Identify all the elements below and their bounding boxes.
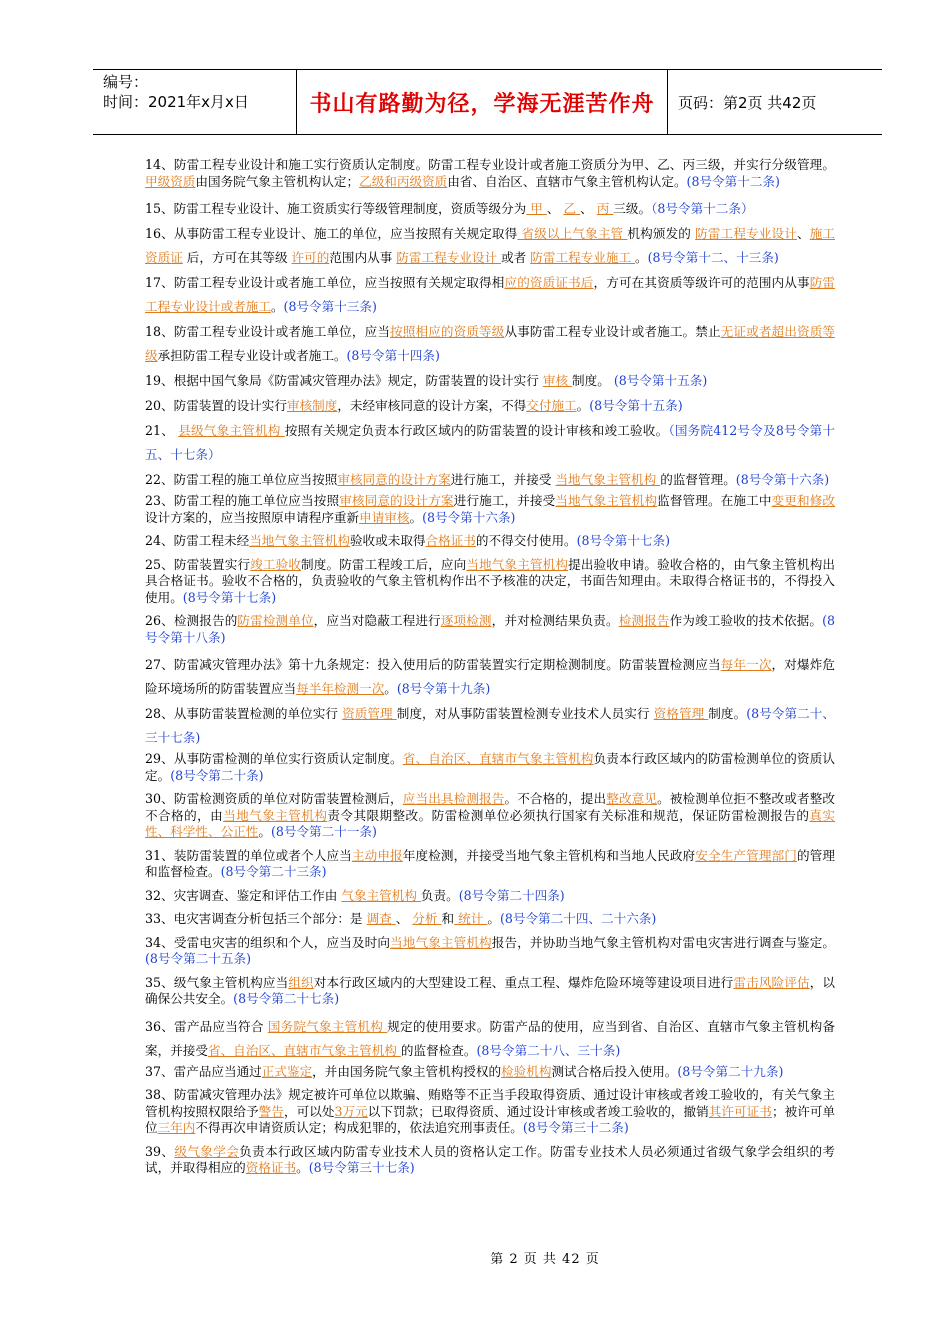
body-text: 31、装防雷装置的单位或者个人应当 xyxy=(145,847,352,863)
body-text: 。 xyxy=(384,681,397,696)
answer-text: 统计 xyxy=(454,911,488,926)
body-text: 负责本行政区域内的防雷检测单位的资质认定。 xyxy=(145,751,836,783)
answer-text: 资格管理 xyxy=(653,706,709,721)
body-text: 。 xyxy=(576,398,590,413)
body-text: 27、防雷减灾管理办法》第十九条规定：投入使用后的防雷装置实行定期检测制度。防雷装置检测应当 xyxy=(145,657,721,672)
list-item xyxy=(145,222,835,270)
body-text: 从事防雷工程专业设计或者施工。禁止 xyxy=(504,324,721,339)
body-text: 后，方可在其等级 xyxy=(182,250,292,265)
body-text: 38、防雷减灾管理办法》规定被许可单位以欺骗、贿赂等不正当手段取得资质、通过设计审核或者竣工验收的，有关气象主管机构按照权限给予 xyxy=(145,1087,835,1119)
body-text: 33、电灾害调查分析包括三个部分：是 xyxy=(145,911,367,926)
answer-text: 级气象学会 xyxy=(174,1143,240,1159)
answer-text: 检测报告 xyxy=(618,613,670,628)
answer-text: 警告 xyxy=(258,1103,284,1119)
answer-text: 当地气象主管机构 xyxy=(223,807,328,823)
citation-text: (8号令第十七条) xyxy=(576,533,671,548)
body-text: 25、防雷装置实行 xyxy=(145,556,251,572)
answer-text: 每半年检测一次 xyxy=(296,681,385,696)
answer-text: 变更和修改 xyxy=(771,493,836,508)
body-text: 18、防雷工程专业设计或者施工单位，应当 xyxy=(145,324,391,339)
answer-text: 应当出具检测报告 xyxy=(402,791,505,806)
body-text: 19、根据中国气象局《防雷减灾管理办法》规定，防雷装置的设计实行 xyxy=(145,373,543,388)
list-item xyxy=(145,702,835,750)
citation-text: (8号令第十七条) xyxy=(182,589,277,605)
list-item xyxy=(145,888,835,905)
body-text: 不得再次申请资质认定；构成犯罪的，依法追究刑事责任。 xyxy=(195,1120,523,1135)
body-text: 或者 xyxy=(501,250,531,265)
body-text: 测试合格后投入使用。 xyxy=(551,1063,678,1079)
answer-text: 检验机构 xyxy=(501,1063,552,1079)
body-text: 35、级气象主管机构应当 xyxy=(145,974,289,990)
body-text: 的不得交付使用。 xyxy=(475,533,577,548)
citation-text: (8号令第十六条) xyxy=(735,472,830,487)
body-text: 制度，对从事防雷装置检测专业技术人员实行 xyxy=(396,706,654,721)
body-text: 26、检测报告的 xyxy=(145,613,238,628)
body-text: 承担防雷工程专业设计或者施工。 xyxy=(157,348,347,363)
body-text: 、 xyxy=(546,201,564,216)
list-item xyxy=(145,533,835,550)
answer-text: 审核 xyxy=(542,373,573,388)
body-text: 22、防雷工程的施工单位应当按照 xyxy=(145,472,338,487)
header-page-label: 页码：第2页 共42页 xyxy=(678,93,817,112)
body-text: 制度。防雷工程竣工后，应向 xyxy=(301,556,467,572)
citation-text: (8号令第十八条) xyxy=(145,613,836,645)
body-text: 进行施工，并接受 xyxy=(453,493,556,508)
answer-text: 雷击风险评估 xyxy=(733,974,810,990)
answer-text: 丙 xyxy=(596,201,614,216)
answer-text: 真实性、科学性、公正性 xyxy=(145,807,836,839)
answer-text: 甲级资质 xyxy=(145,173,196,189)
answer-text: 国务院气象主管机构 xyxy=(267,1018,388,1034)
answer-text: 主动申报 xyxy=(351,847,403,863)
answer-text: 防雷工程专业施工 xyxy=(530,250,636,265)
answer-text: 省、自治区、直辖市气象主管机构 xyxy=(207,1042,401,1058)
body-text: 制度。 xyxy=(708,706,747,721)
body-text: 32、灾害调查、鉴定和评估工作由 xyxy=(145,887,342,903)
answer-text: 资质管理 xyxy=(342,706,397,721)
answer-text: 乙级和丙级资质 xyxy=(359,173,448,189)
citation-text: (8号令第三十二条) xyxy=(522,1120,629,1135)
body-text: ，以确保公共安全。 xyxy=(145,974,836,1006)
body-text: ，应当对隐蔽工程进行 xyxy=(313,613,441,628)
answer-text: 整改意见 xyxy=(606,791,658,806)
list-item xyxy=(145,653,835,701)
citation-text: (8号令第二十三条) xyxy=(220,864,327,879)
answer-text: 资格证书 xyxy=(245,1160,297,1175)
answer-text: 当地气象主管机构 xyxy=(555,493,658,508)
body-text: 17、防雷工程专业设计或者施工单位，应当按照有关规定取得相 xyxy=(145,275,505,290)
answer-text: 当地气象主管机构 xyxy=(466,556,569,572)
body-text: 29、从事防雷检测的单位实行资质认定制度。 xyxy=(145,751,403,766)
answer-text: 调查 xyxy=(366,911,396,926)
answer-text: 合格证书 xyxy=(425,533,476,548)
body-text: 。 xyxy=(270,299,284,314)
list-item xyxy=(145,557,835,607)
list-item xyxy=(145,1015,835,1063)
answer-text: 甲 xyxy=(526,201,547,216)
body-text: 。被检测单位拒不整改或者整改不合格的，由 xyxy=(145,791,836,823)
answer-text: 当地气象主管机构 xyxy=(555,472,661,487)
list-item xyxy=(145,1144,835,1177)
body-text: 设计方案的，应当按照原申请程序重新 xyxy=(145,509,360,525)
body-text: 24、防雷工程未经 xyxy=(145,533,250,548)
citation-text: （国务院412号令及8号令第十五、十七条） xyxy=(145,423,836,462)
citation-text: (8号令第十二条) xyxy=(686,173,780,189)
answer-text: 审核同意的设计方案 xyxy=(337,472,451,487)
body-text: 39、 xyxy=(145,1143,175,1159)
citation-text: （8号令第十二条） xyxy=(651,201,754,216)
list-item xyxy=(145,1087,835,1137)
body-text: 。 xyxy=(296,1160,309,1175)
body-text: 。 xyxy=(487,911,500,926)
body-text: ，方可在其资质等级许可的范围内从事 xyxy=(593,275,810,290)
body-text: 范围内从事 xyxy=(329,250,397,265)
answer-text: 分析 xyxy=(412,911,442,926)
document-body xyxy=(145,157,835,1184)
citation-text: (8号令第二十八、三十条) xyxy=(476,1042,621,1058)
page-header xyxy=(93,69,882,135)
body-text: 36、雷产品应当符合 xyxy=(145,1018,268,1034)
body-text: 验收或未取得 xyxy=(349,533,426,548)
citation-text: (8号令第十二、十三条) xyxy=(647,250,779,265)
citation-text: (8号令第十四条) xyxy=(346,348,440,363)
answer-text: 审核制度 xyxy=(286,398,338,413)
citation-text: (8号令第十六条) xyxy=(422,509,516,525)
answer-text: 3万元 xyxy=(334,1103,368,1119)
answer-text: 正式鉴定 xyxy=(261,1063,313,1079)
citation-text: (8号令第十三条) xyxy=(283,299,377,314)
citation-text: (8号令第二十四条) xyxy=(458,887,565,903)
body-text: ；被许可单位 xyxy=(145,1103,836,1135)
body-text: ，未经审核同意的设计方案，不得 xyxy=(337,398,527,413)
answer-text: 气象主管机构 xyxy=(341,887,421,903)
answer-text: 当地气象主管机构 xyxy=(390,934,492,950)
body-text: 。 xyxy=(635,250,648,265)
body-text: 规定的使用要求。防雷产品的使用，应当到省、自治区、直辖市气象主管机构备案，并接受 xyxy=(145,1018,836,1058)
answer-text: 省级以上气象主管 xyxy=(517,226,628,241)
answer-text: 防雷工程专业设计 xyxy=(396,250,502,265)
body-text: 以下罚款；已取得资质、通过设计审核或者竣工验收的，撤销 xyxy=(367,1103,709,1119)
body-text: ，对爆炸危险环境场所的防雷装置应当 xyxy=(145,657,836,696)
body-text: 监督管理。在施工中 xyxy=(657,493,772,508)
answer-text: 许可的 xyxy=(291,250,330,265)
answer-text: 防雷工程专业设计 xyxy=(695,226,797,241)
citation-text: (8号令第二十一条) xyxy=(270,824,377,839)
answer-text: 逐项检测 xyxy=(440,613,492,628)
body-text: 20、防雷装置的设计实行 xyxy=(145,398,287,413)
body-text: ，并对检测结果负责。 xyxy=(491,613,619,628)
body-text: 15、防雷工程专业设计、施工资质实行等级管理制度，资质等级分为 xyxy=(145,201,527,216)
answer-text: 三年内 xyxy=(157,1120,196,1135)
code-label: 编号： xyxy=(103,73,149,91)
answer-text: 按照相应的资质等级 xyxy=(390,324,505,339)
body-text: 14、防雷工程专业设计和施工实行资质认定制度。防雷工程专业设计或者施工资质分为甲、乙、丙三级，并实行分级管理。 xyxy=(145,157,835,172)
body-text: 负责。 xyxy=(420,887,459,903)
list-item xyxy=(145,369,835,393)
list-item xyxy=(145,157,835,190)
body-text: 16、从事防雷工程专业设计、施工的单位，应当按照有关规定取得 xyxy=(145,226,518,241)
body-text: ，可以处 xyxy=(283,1103,335,1119)
list-item xyxy=(145,935,835,968)
list-item xyxy=(145,613,835,646)
body-text: 的监督检查。 xyxy=(400,1042,477,1058)
body-text: 制度。 xyxy=(572,373,614,388)
list-item xyxy=(145,975,835,1008)
answer-text: 组织 xyxy=(288,974,314,990)
body-text: 、 xyxy=(395,911,413,926)
body-text: 作为竣工验收的技术依据。 xyxy=(669,613,823,628)
body-text: 37、雷产品应当通过 xyxy=(145,1063,262,1079)
citation-text: (8号令第二十七条) xyxy=(233,991,340,1006)
body-text: 的监督管理。 xyxy=(660,472,736,487)
answer-text: 申请审核 xyxy=(359,509,410,525)
body-text: 机构颁发的 xyxy=(627,226,696,241)
body-text: 21、 xyxy=(145,423,179,438)
answer-text: 省、自治区、直辖市气象主管机构 xyxy=(402,751,594,766)
body-text: 30、防雷检测资质的单位对防雷装置检测后， xyxy=(145,791,403,806)
citation-text: (8号令第二十五条) xyxy=(145,951,251,966)
body-text: 、 xyxy=(796,226,810,241)
body-text: 34、受雷电灾害的组织和个人，应当及时向 xyxy=(145,934,391,950)
list-item xyxy=(145,848,835,881)
body-text: 28、从事防雷装置检测的单位实行 xyxy=(145,706,343,721)
answer-text: 竣工验收 xyxy=(250,556,302,572)
answer-text: 当地气象主管机构 xyxy=(249,533,350,548)
list-item xyxy=(145,468,835,492)
answer-text: 乙 xyxy=(563,201,581,216)
body-text: ，并由国务院气象主管机构授权的 xyxy=(312,1063,502,1079)
citation-text: (8号令第十九条) xyxy=(396,681,491,696)
body-text: 年度检测，并接受当地气象主管机构和当地人民政府 xyxy=(402,847,696,863)
answer-text: 每年一次 xyxy=(720,657,772,672)
list-item xyxy=(145,271,835,319)
list-item xyxy=(145,394,835,418)
answer-text: 县级气象主管机构 xyxy=(178,423,285,438)
citation-text: (8号令第二十九条) xyxy=(677,1063,784,1079)
time-label: 时间：2021年x月x日 xyxy=(103,93,249,111)
answer-text: 交付施工 xyxy=(526,398,577,413)
body-text: 。不合格的，提出 xyxy=(504,791,607,806)
header-meta xyxy=(93,70,296,134)
list-item xyxy=(145,320,835,368)
body-text: 对本行政区域内的大型建设工程、重点工程、爆炸危险环境等建设项目进行 xyxy=(313,974,734,990)
body-text: 责令其限期整改。防雷检测单位必须执行国家有关标准和规范，保证防雷检测报告的 xyxy=(327,807,810,823)
answer-text: 防雷检测单位 xyxy=(237,613,314,628)
list-item xyxy=(145,791,835,841)
answer-text: 其许可证书 xyxy=(708,1103,772,1119)
body-text: 负责本行政区域内防雷专业技术人员的资格认定工作。防雷专业技术人员必须通过省级气象学会组织的考试，并取得相应的 xyxy=(145,1143,836,1175)
answer-text: 防雷工程专业设计或者施工 xyxy=(145,275,836,314)
body-text: 和 xyxy=(441,911,455,926)
answer-text: 无证或者超出资质等级 xyxy=(145,324,836,363)
body-text: 三级。 xyxy=(613,201,652,216)
list-item xyxy=(145,197,835,221)
list-item xyxy=(145,493,835,526)
answer-text: 施工资质证 xyxy=(145,226,836,265)
list-item xyxy=(145,419,835,467)
header-motto: 书山有路勤为径，学海无涯苦作舟 xyxy=(296,70,668,134)
citation-text: (8号令第十五条) xyxy=(613,373,708,388)
body-text: 。 xyxy=(409,509,423,525)
body-text: 提出验收申请。验收合格的，由气象主管机构出具合格证书。验收不合格的，负责验收的气象主管机构作出不予核准的决定，书面告知理由。未取得合格证书的，不得投入使用。 xyxy=(145,556,836,605)
citation-text: (8号令第二十四、二十六条) xyxy=(499,911,657,926)
body-text: 。 xyxy=(258,824,271,839)
body-text: 、 xyxy=(580,201,597,216)
answer-text: 应的资质证书后 xyxy=(504,275,594,290)
citation-text: (8号令第十五条) xyxy=(589,398,683,413)
body-text: 由国务院气象主管机构认定； xyxy=(195,173,360,189)
list-item xyxy=(145,1064,835,1081)
citation-text: (8号令第二十条) xyxy=(170,767,264,783)
citation-text: (8号令第三十七条) xyxy=(308,1160,415,1175)
body-text: 的管理和监督检查。 xyxy=(145,847,836,879)
list-item xyxy=(145,911,835,928)
page-footer: 第 2 页 共 42 页 xyxy=(490,1252,600,1267)
body-text: 23、防雷工程的施工单位应当按照 xyxy=(145,493,340,508)
body-text: 进行施工，并接受 xyxy=(450,472,556,487)
answer-text: 安全生产管理部门 xyxy=(695,847,797,863)
body-text: 报告，并协助当地气象主管机构对雷电灾害进行调查与鉴定。 xyxy=(491,934,836,950)
body-text: 由省、自治区、直辖市气象主管机构认定。 xyxy=(447,173,687,189)
body-text: 按照有关规定负责本行政区域内的防雷装置的设计审核和竣工验收。 xyxy=(284,423,669,438)
citation-text: (8号令第二十、三十七条) xyxy=(145,706,835,745)
answer-text: 审核同意的设计方案 xyxy=(339,493,454,508)
list-item xyxy=(145,751,835,784)
